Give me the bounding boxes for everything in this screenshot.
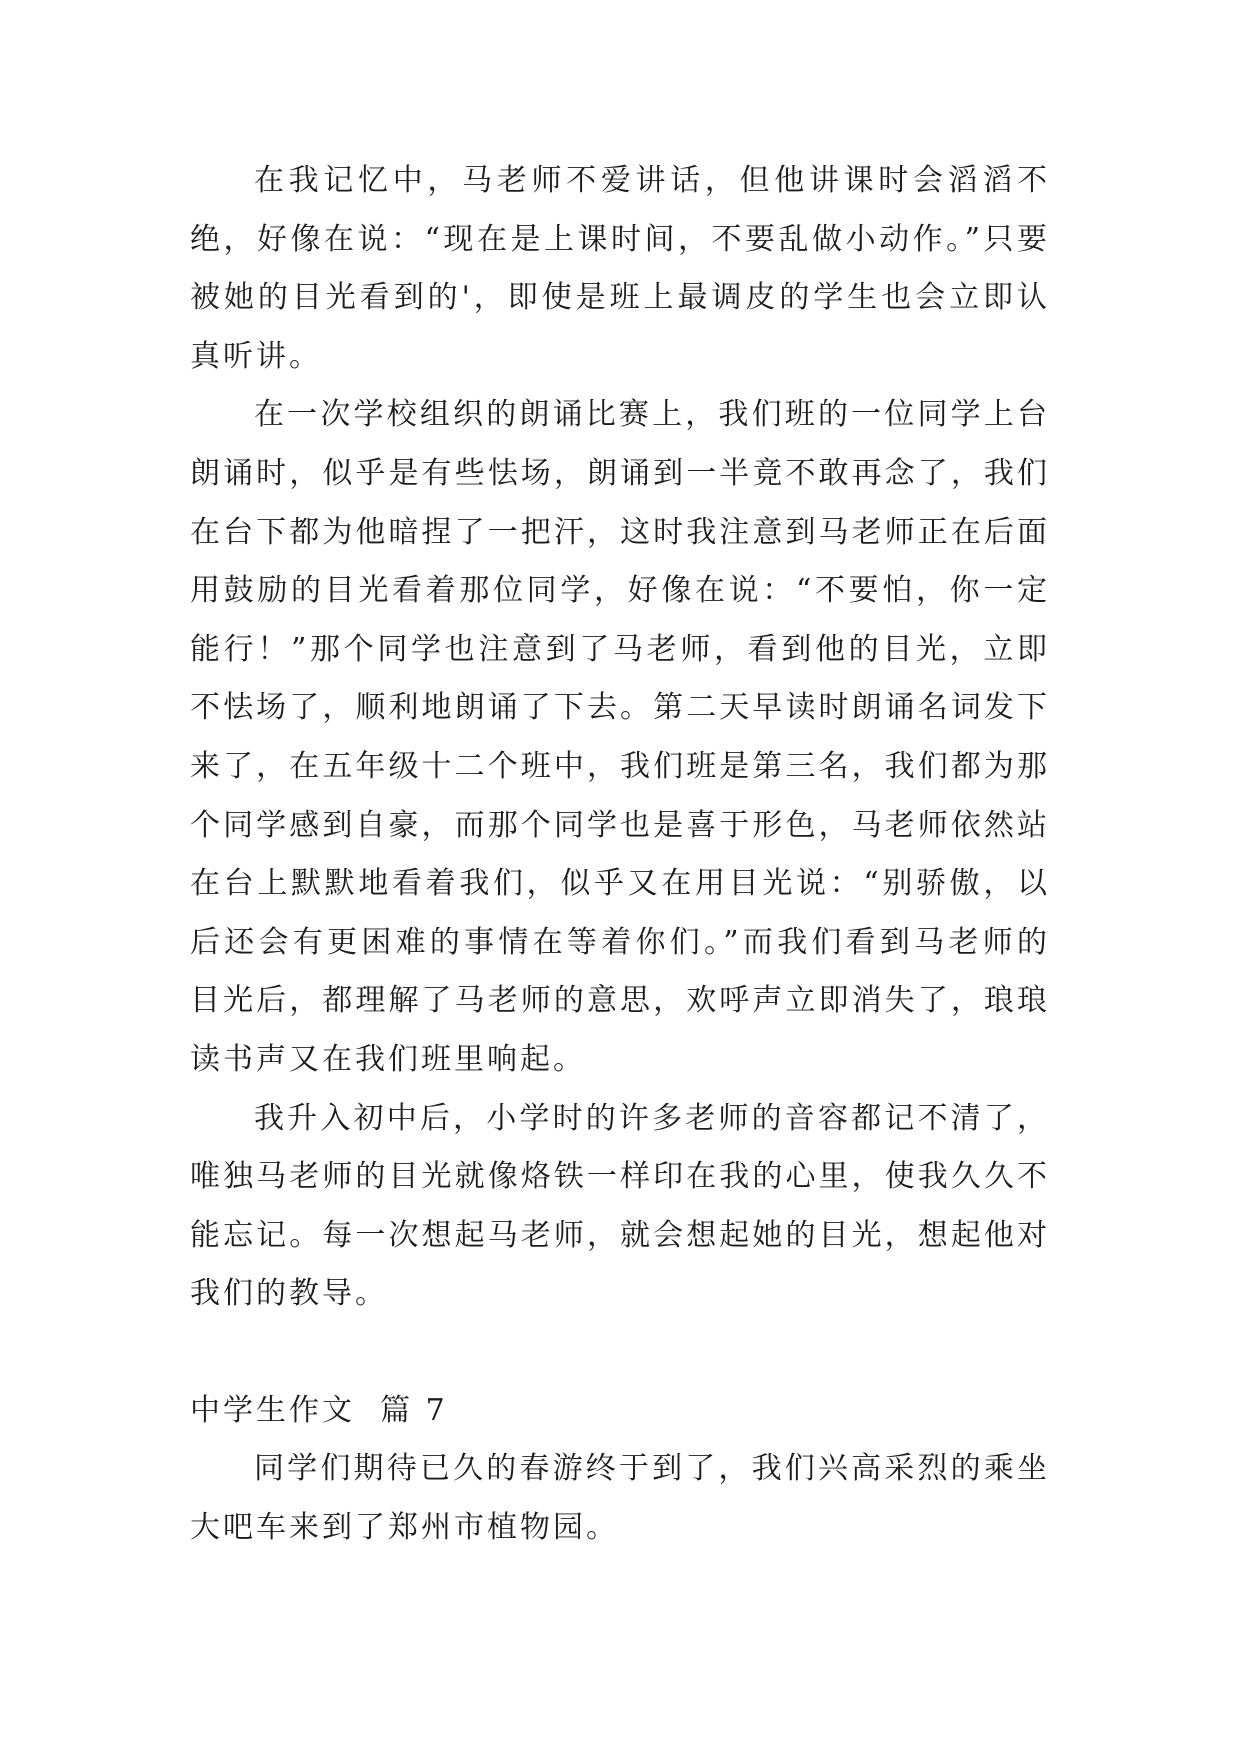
paragraph: 我升入初中后，小学时的许多老师的音容都记不清了，唯独马老师的目光就像烙铁一样印在我的心里，使我久久不能忘记。每一次想起马老师，就会想起她的目光，想起他对我们的教导。 [190,1100,1050,1312]
document-page [190,152,1050,1558]
paragraph: 同学们期待已久的春游终于到了，我们兴高采烈的乘坐大吧车来到了郑州市植物园。 [190,1451,1050,1546]
section-heading: 中学生作文 篇 7 [190,1392,448,1428]
paragraph: 在一次学校组织的朗诵比赛上，我们班的一位同学上台朗诵时，似乎是有些怯场，朗诵到一半竟不敢再念了，我们在台下都为他暗捏了一把汗，这时我注意到马老师正在后面用鼓励的目光看着那位同学，好像在说：“不要怕，你一定能行！”那个同学也注意到了马老师，看到他的目光，立即不怯场了，顺利地朗诵了下去。第二天早读时朗诵名词发下来了，在五年级十二个班中，我们班是第三名，我们都为那个同学感到自豪，而那个同学也是喜于形色，马老师依然站在台上默默地看着我们，似乎又在用目光说：“别骄傲，以后还会有更困难的事情在等着你们。”而我们看到马老师的目光后，都理解了马老师的意思，欢呼声立即消失了，琅琅读书声又在我们班里响起。 [190,397,1050,1077]
paragraph: 在我记忆中，马老师不爱讲话，但他讲课时会滔滔不绝，好像在说：“现在是上课时间，不要乱做小动作。”只要被她的目光看到的'，即使是班上最调皮的学生也会立即认真听讲。 [190,163,1050,374]
